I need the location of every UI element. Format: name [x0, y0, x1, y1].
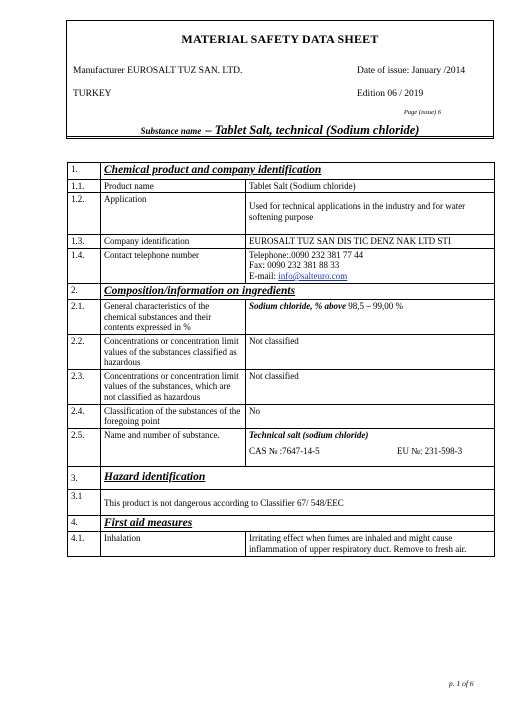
row-num: 2.2.	[68, 335, 101, 370]
email-line	[249, 271, 491, 282]
table-row	[68, 235, 495, 249]
hazard-statement: This product is not dangerous according to Classifier 67/ 548/EEC	[104, 497, 344, 508]
application-text: Used for technical applications in the industry and for water softening purpose	[249, 201, 466, 222]
row-num: 1.2.	[68, 193, 101, 235]
row-label: Concentrations or concentration limit values of the substances, which are not classified as hazardous	[101, 369, 246, 404]
section-4-header	[68, 515, 495, 532]
section-title: First aid measures	[101, 515, 495, 532]
row-num: 1.4.	[68, 248, 101, 283]
table-row	[68, 248, 495, 283]
sds-table	[67, 162, 495, 557]
row-num: 2.4.	[68, 404, 101, 428]
manufacturer: Manufacturer EUROSALT TUZ SAN. LTD.	[73, 66, 243, 76]
fax: Fax: 0090 232 381 88 33	[249, 260, 340, 271]
section-num: 1.	[68, 163, 101, 180]
edition: Edition 06 / 2019	[357, 89, 424, 99]
row-num: 3.1	[68, 489, 101, 515]
section-2-header	[68, 283, 495, 300]
section-title: Hazard identification	[101, 466, 495, 489]
row-label: Inhalation	[101, 532, 246, 556]
section-title: Composition/information on ingredients	[101, 283, 495, 300]
table-row	[68, 489, 495, 515]
table-row	[68, 335, 495, 370]
section-num: 3.	[68, 466, 101, 489]
row-value	[246, 300, 495, 335]
page-issue: Page (issue) 6	[403, 109, 441, 116]
substance-name-value: Technical salt (sodium chloride)	[249, 429, 369, 440]
table-row	[68, 369, 495, 404]
row-value: EUROSALT TUZ SAN DIS TIC DENZ NAK LTD STI	[246, 235, 495, 249]
row-value	[101, 489, 495, 515]
table-row	[68, 193, 495, 235]
section-3-header	[68, 466, 495, 489]
date-of-issue: Date of issue: January /2014	[357, 66, 466, 76]
document-title: MATERIAL SAFETY DATA SHEET	[181, 32, 379, 46]
page-number: p. 1 of 6	[449, 679, 474, 688]
row-num: 2.1.	[68, 300, 101, 335]
row-num: 1.1.	[68, 179, 101, 193]
email-link[interactable]: info@salteuro.com	[278, 271, 348, 281]
row-value	[246, 193, 495, 235]
row-value	[246, 248, 495, 283]
section-1-header	[68, 163, 495, 180]
section-num: 2.	[68, 283, 101, 300]
row-value: Tablet Salt (Sodium chloride)	[246, 179, 495, 193]
row-value: Irritating effect when fumes are inhaled and might cause inflammation of upper respiratory duct. Remove to fresh air.	[246, 532, 495, 556]
eu-number: EU №: 231-598-3	[397, 446, 463, 457]
row-label: Classification of the substances of the foregoing point	[101, 404, 246, 428]
row-value: No	[246, 404, 495, 428]
sodium-chloride-range: 98,5 – 99,00 %	[346, 301, 403, 312]
telephone: Telephone:.0090 232 381 77 44	[249, 249, 364, 260]
table-row	[68, 404, 495, 428]
row-label: Name and number of substance.	[101, 428, 246, 466]
table-row	[68, 179, 495, 193]
substance-name: – Tablet Salt, technical (Sodium chloride)	[205, 123, 420, 137]
row-num: 1.3.	[68, 235, 101, 249]
row-label: Application	[101, 193, 246, 235]
document-header	[66, 20, 494, 139]
cas-number: CAS № :7647-14-5	[249, 446, 320, 457]
registry-numbers	[249, 446, 491, 457]
row-num: 2.3.	[68, 369, 101, 404]
row-label: Concentrations or concentration limit values of the substances classified as hazardous	[101, 335, 246, 370]
row-label: Product name	[101, 179, 246, 193]
table-row	[68, 532, 495, 556]
row-label: General characteristics of the chemical substances and their contents expressed in %	[101, 300, 246, 335]
row-num: 2.5.	[68, 428, 101, 466]
table-row	[68, 300, 495, 335]
substance-line	[67, 121, 493, 139]
row-label: Company identification	[101, 235, 246, 249]
section-num: 4.	[68, 515, 101, 532]
row-label: Contact telephone number	[101, 248, 246, 283]
row-value: Not classified	[246, 335, 495, 370]
country: TURKEY	[73, 89, 112, 99]
row-num: 4.1.	[68, 532, 101, 556]
sodium-chloride-label: Sodium chloride, % above	[249, 301, 346, 312]
row-value	[246, 428, 495, 466]
row-value: Not classified	[246, 369, 495, 404]
section-title: Chemical product and company identification	[101, 163, 495, 180]
substance-label: Substance name	[140, 126, 202, 136]
table-row	[68, 428, 495, 466]
email-label: E-mail:	[249, 271, 279, 281]
